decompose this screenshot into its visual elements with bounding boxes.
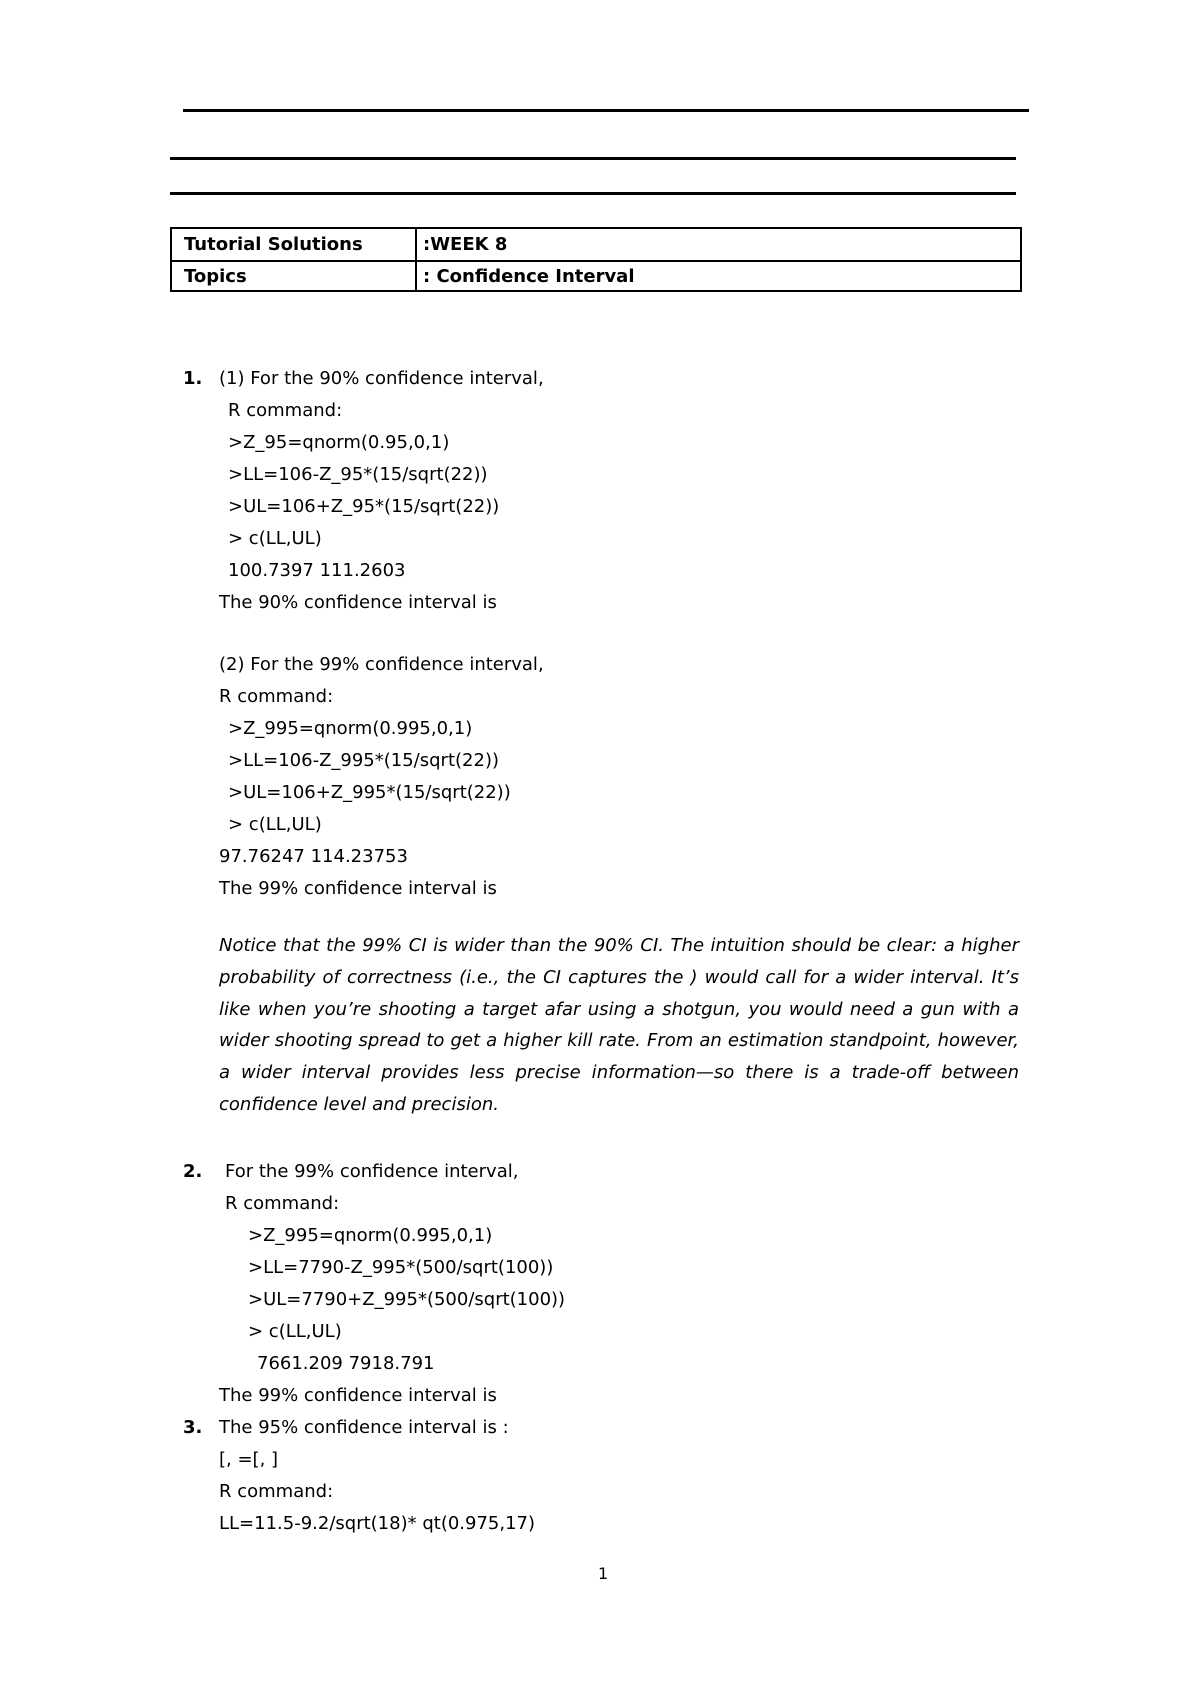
q1-part1-command-1: >Z_95=qnorm(0.95,0,1) xyxy=(228,432,450,453)
q1-part2-conclusion: The 99% confidence interval is xyxy=(219,878,497,899)
q3-command: LL=11.5-9.2/sqrt(18)* qt(0.975,17) xyxy=(219,1513,536,1534)
q1-part2-command-4: > c(LL,UL) xyxy=(228,814,322,835)
q2-heading: For the 99% confidence interval, xyxy=(225,1161,519,1182)
header-row-tutorial xyxy=(172,229,1020,262)
page-number: 1 xyxy=(598,1564,609,1583)
q2-command-4: > c(LL,UL) xyxy=(248,1321,342,1342)
q1-part2-command-1: >Z_995=qnorm(0.995,0,1) xyxy=(228,718,473,739)
q1-part1-command-2: >LL=106-Z_95*(15/sqrt(22)) xyxy=(228,464,488,485)
q2-command-3: >UL=7790+Z_995*(500/sqrt(100)) xyxy=(248,1289,566,1310)
q1-part2-output: 97.76247 114.23753 xyxy=(219,846,408,867)
q2-r-label: R command: xyxy=(225,1193,340,1214)
header-row-topics xyxy=(172,261,1020,292)
header-value-topic: : Confidence Interval xyxy=(423,266,635,287)
q1-part1-heading: (1) For the 90% confidence interval, xyxy=(219,368,544,389)
header-table xyxy=(170,227,1022,292)
q3-heading: The 95% confidence interval is : xyxy=(219,1417,509,1438)
q1-part2-heading: (2) For the 99% confidence interval, xyxy=(219,654,544,675)
q1-notice-paragraph: Notice that the 99% CI is wider than the 90% CI. The intuition should be clear: a higher probability of correctness (i.e., the CI captures the ) would call for a wider interval. It’s like when you’re shooting a target afar using a shotgun, you would need a gun with a wider shooting spread to get a higher kill rate. From an estimation standpoint, however, a wider interval provides less precise information—so there is a trade-off between confidence level and precision. xyxy=(219,935,1019,1115)
q1-part1-command-3: >UL=106+Z_95*(15/sqrt(22)) xyxy=(228,496,500,517)
q2-conclusion: The 99% confidence interval is xyxy=(219,1385,497,1406)
q2-output: 7661.209 7918.791 xyxy=(257,1353,435,1374)
q1-part1-conclusion: The 90% confidence interval is xyxy=(219,592,497,613)
question-1-number: 1. xyxy=(183,368,203,389)
question-3-number: 3. xyxy=(183,1417,203,1438)
q3-interval: [, =[, ] xyxy=(219,1449,279,1470)
header-value-week: :WEEK 8 xyxy=(423,234,508,255)
q2-command-2: >LL=7790-Z_995*(500/sqrt(100)) xyxy=(248,1257,554,1278)
q1-part2-r-label: R command: xyxy=(219,686,334,707)
header-label-tutorial: Tutorial Solutions xyxy=(184,234,363,255)
q1-part1-command-4: > c(LL,UL) xyxy=(228,528,322,549)
q2-command-1: >Z_995=qnorm(0.995,0,1) xyxy=(248,1225,493,1246)
header-rule-top xyxy=(183,109,1029,112)
q1-part2-command-2: >LL=106-Z_995*(15/sqrt(22)) xyxy=(228,750,499,771)
header-rule-bottom xyxy=(170,192,1016,195)
header-label-topics: Topics xyxy=(184,266,247,287)
header-rule-middle xyxy=(170,157,1016,160)
q1-part2-command-3: >UL=106+Z_995*(15/sqrt(22)) xyxy=(228,782,511,803)
q1-part1-r-label: R command: xyxy=(228,400,343,421)
question-2-number: 2. xyxy=(183,1161,203,1182)
q3-r-label: R command: xyxy=(219,1481,334,1502)
q1-part1-output: 100.7397 111.2603 xyxy=(228,560,406,581)
